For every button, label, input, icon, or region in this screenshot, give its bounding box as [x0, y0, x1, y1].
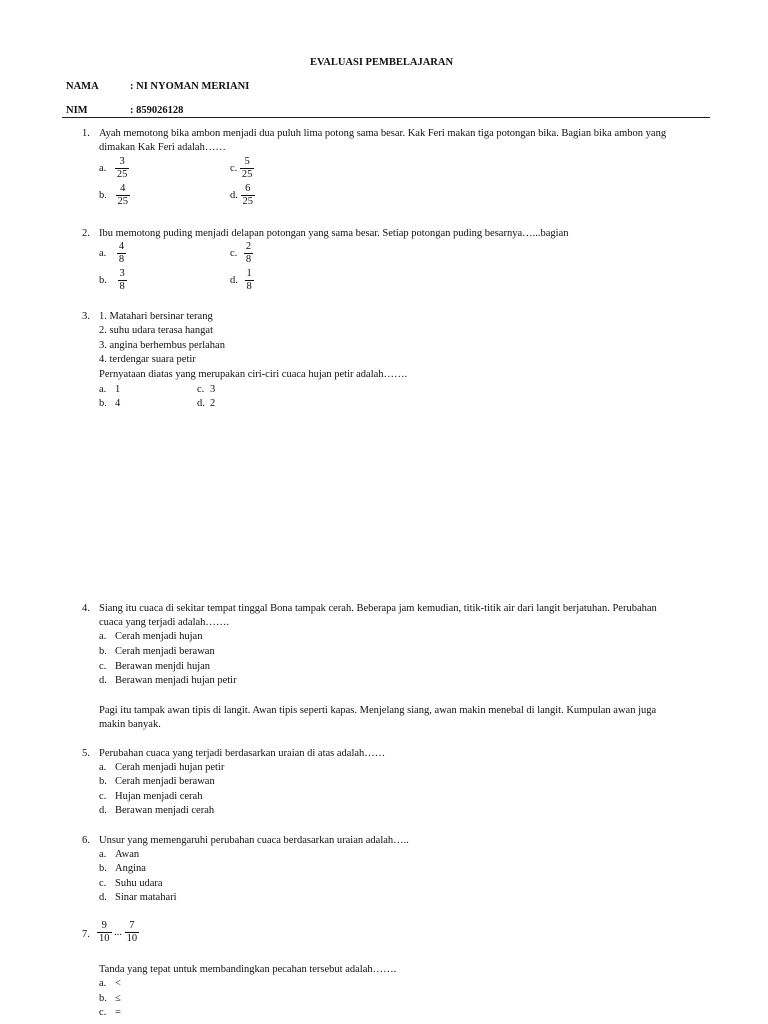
q3-statement-3: 3. angina berhembus perlahan	[99, 340, 225, 351]
q7-comparison-dots: ...	[114, 926, 122, 938]
nim-value: : 859026128	[130, 105, 184, 116]
q2-option-c	[230, 241, 253, 266]
q3-option-b-letter: b.	[99, 398, 107, 409]
q7-expression	[97, 920, 139, 945]
q1-option-c-letter: c.	[230, 162, 238, 174]
q2-number: 2.	[82, 228, 90, 239]
q1-option-c-numerator: 5	[244, 156, 250, 167]
q2-option-d-numerator: 1	[246, 268, 252, 279]
q1-option-c-fraction	[240, 156, 255, 181]
q5-option-d: Berawan menjadi cerah	[115, 805, 215, 816]
q7-option-b-letter: b.	[99, 993, 107, 1004]
q3-option-d: 2	[210, 398, 216, 409]
q6-option-a-letter: a.	[99, 849, 107, 860]
q4-option-a-letter: a.	[99, 631, 107, 642]
q7-option-c: =	[115, 1007, 121, 1018]
q2-option-d	[230, 268, 254, 293]
q4-option-d-letter: d.	[99, 675, 107, 686]
q1-text-line1: Ayah memotong bika ambon menjadi dua puluh lima potong sama besar. Kak Feri makan tiga potongan bika. Bagian bika ambon yang	[99, 128, 667, 139]
q2-option-d-fraction	[245, 268, 254, 293]
q1-option-a-denominator: 25	[116, 169, 128, 180]
q7-fraction-2-denominator: 10	[126, 933, 138, 944]
q1-option-b-fraction	[116, 183, 131, 208]
q7-fraction-1-numerator: 9	[101, 920, 107, 931]
q7-option-a-letter: a.	[99, 978, 107, 989]
q4-option-a: Cerah menjadi hujan	[115, 631, 203, 642]
q7-fraction-2-numerator: 7	[129, 920, 135, 931]
q6-option-b-letter: b.	[99, 863, 107, 874]
q4-text-line2: cuaca yang terjadi adalah…….	[99, 617, 230, 628]
q2-option-b	[99, 268, 127, 293]
q3-number: 3.	[82, 311, 90, 322]
q2-option-a-numerator: 4	[118, 241, 125, 252]
q7-option-b: ≤	[115, 993, 121, 1004]
q3-option-c: 3	[210, 384, 216, 395]
q6-number: 6.	[82, 835, 90, 846]
q2-option-a-letter: a.	[99, 247, 107, 259]
page-title: EVALUASI PEMBELAJARAN	[310, 57, 454, 68]
q5-option-c-letter: c.	[99, 791, 107, 802]
q6-option-a: Awan	[115, 849, 140, 860]
q5-option-a-letter: a.	[99, 762, 107, 773]
q4-option-b-letter: b.	[99, 646, 107, 657]
q1-option-a-letter: a.	[99, 162, 107, 174]
q2-option-d-letter: d.	[230, 274, 238, 286]
nama-label: NAMA	[66, 81, 99, 92]
q1-option-d	[230, 183, 255, 208]
q7-number: 7.	[82, 929, 90, 940]
q4-option-b: Cerah menjadi berawan	[115, 646, 215, 657]
q2-option-d-denominator: 8	[246, 281, 252, 292]
q2-option-a-fraction	[117, 241, 126, 266]
q5-option-d-letter: d.	[99, 805, 107, 816]
q1-option-a-numerator: 3	[119, 156, 125, 167]
q7-option-a: <	[115, 978, 121, 989]
q4-option-c-letter: c.	[99, 661, 107, 672]
q7-fraction-2	[125, 920, 140, 945]
q3-option-c-letter: c.	[197, 384, 205, 395]
q6-option-d: Sinar matahari	[115, 892, 177, 903]
q7-question: Tanda yang tepat untuk membandingkan pecahan tersebut adalah…….	[99, 964, 397, 975]
q2-option-b-fraction	[118, 268, 127, 293]
q1-option-d-denominator: 25	[242, 196, 253, 207]
q7-option-c-letter: c.	[99, 1007, 107, 1018]
q7-fraction-1-denominator: 10	[99, 933, 110, 944]
q1-option-c	[230, 156, 254, 181]
q6-text-line1: Unsur yang memengaruhi perubahan cuaca berdasarkan uraian adalah…..	[99, 835, 409, 846]
q2-option-b-letter: b.	[99, 274, 107, 286]
passage-line2: makin banyak.	[99, 719, 161, 730]
q3-option-b: 4	[115, 398, 121, 409]
q1-option-b	[99, 183, 130, 208]
q1-option-c-denominator: 25	[241, 169, 253, 180]
q6-option-d-letter: d.	[99, 892, 107, 903]
q4-option-d: Berawan menjadi hujan petir	[115, 675, 237, 686]
q3-question: Pernyataan diatas yang merupakan ciri-ciri cuaca hujan petir adalah…….	[99, 369, 408, 380]
nama-value: : NI NYOMAN MERIANI	[130, 81, 250, 92]
header-divider	[62, 117, 710, 118]
q3-statement-4: 4. terdengar suara petir	[99, 354, 196, 365]
q1-option-a	[99, 156, 129, 181]
q6-option-b: Angina	[115, 863, 146, 874]
q1-option-d-fraction	[241, 183, 256, 208]
q2-option-c-fraction	[244, 241, 253, 266]
q1-text-line2: dimakan Kak Feri adalah……	[99, 142, 226, 153]
q2-option-b-numerator: 3	[119, 268, 125, 279]
passage-line1: Pagi itu tampak awan tipis di langit. Awan tipis seperti kapas. Menjelang siang, awan makin menebal di langit. Kumpulan awan juga	[99, 705, 657, 716]
q3-option-a-letter: a.	[99, 384, 107, 395]
q1-option-d-numerator: 6	[245, 183, 251, 194]
q3-statement-1: 1. Matahari bersinar terang	[99, 311, 213, 322]
q5-number: 5.	[82, 748, 90, 759]
q2-option-c-denominator: 8	[245, 254, 252, 265]
q1-option-a-fraction	[115, 156, 130, 181]
q4-number: 4.	[82, 603, 90, 614]
q1-option-b-denominator: 25	[117, 196, 128, 207]
q2-option-a	[99, 241, 126, 266]
q2-text-line1: Ibu memotong puding menjadi delapan potongan yang sama besar. Setiap potongan puding besarnya…...bagian	[99, 228, 569, 239]
q5-option-b: Cerah menjadi berawan	[115, 776, 215, 787]
q2-option-a-denominator: 8	[118, 254, 125, 265]
q4-option-c: Berawan menjdi hujan	[115, 661, 211, 672]
q1-number: 1.	[82, 128, 90, 139]
q2-option-c-letter: c.	[230, 247, 238, 259]
q3-option-a: 1	[115, 384, 121, 395]
q5-option-c: Hujan menjadi cerah	[115, 791, 203, 802]
q5-option-b-letter: b.	[99, 776, 107, 787]
q3-statement-2: 2. suhu udara terasa hangat	[99, 325, 213, 336]
q5-text-line1: Perubahan cuaca yang terjadi berdasarkan uraian di atas adalah……	[99, 748, 386, 759]
q7-fraction-1	[97, 920, 112, 945]
q2-option-c-numerator: 2	[245, 241, 252, 252]
q6-option-c-letter: c.	[99, 878, 107, 889]
q1-option-b-numerator: 4	[120, 183, 126, 194]
q1-option-d-letter: d.	[230, 189, 238, 201]
q1-option-b-letter: b.	[99, 189, 107, 201]
q5-option-a: Cerah menjadi hujan petir	[115, 762, 225, 773]
q6-option-c: Suhu udara	[115, 878, 163, 889]
q3-option-d-letter: d.	[197, 398, 205, 409]
q4-text-line1: Siang itu cuaca di sekitar tempat tinggal Bona tampak cerah. Beberapa jam kemudian, titik-titik air dari langit berjatuhan. Perubahan	[99, 603, 657, 614]
nim-label: NIM	[66, 105, 88, 116]
q2-option-b-denominator: 8	[119, 281, 125, 292]
